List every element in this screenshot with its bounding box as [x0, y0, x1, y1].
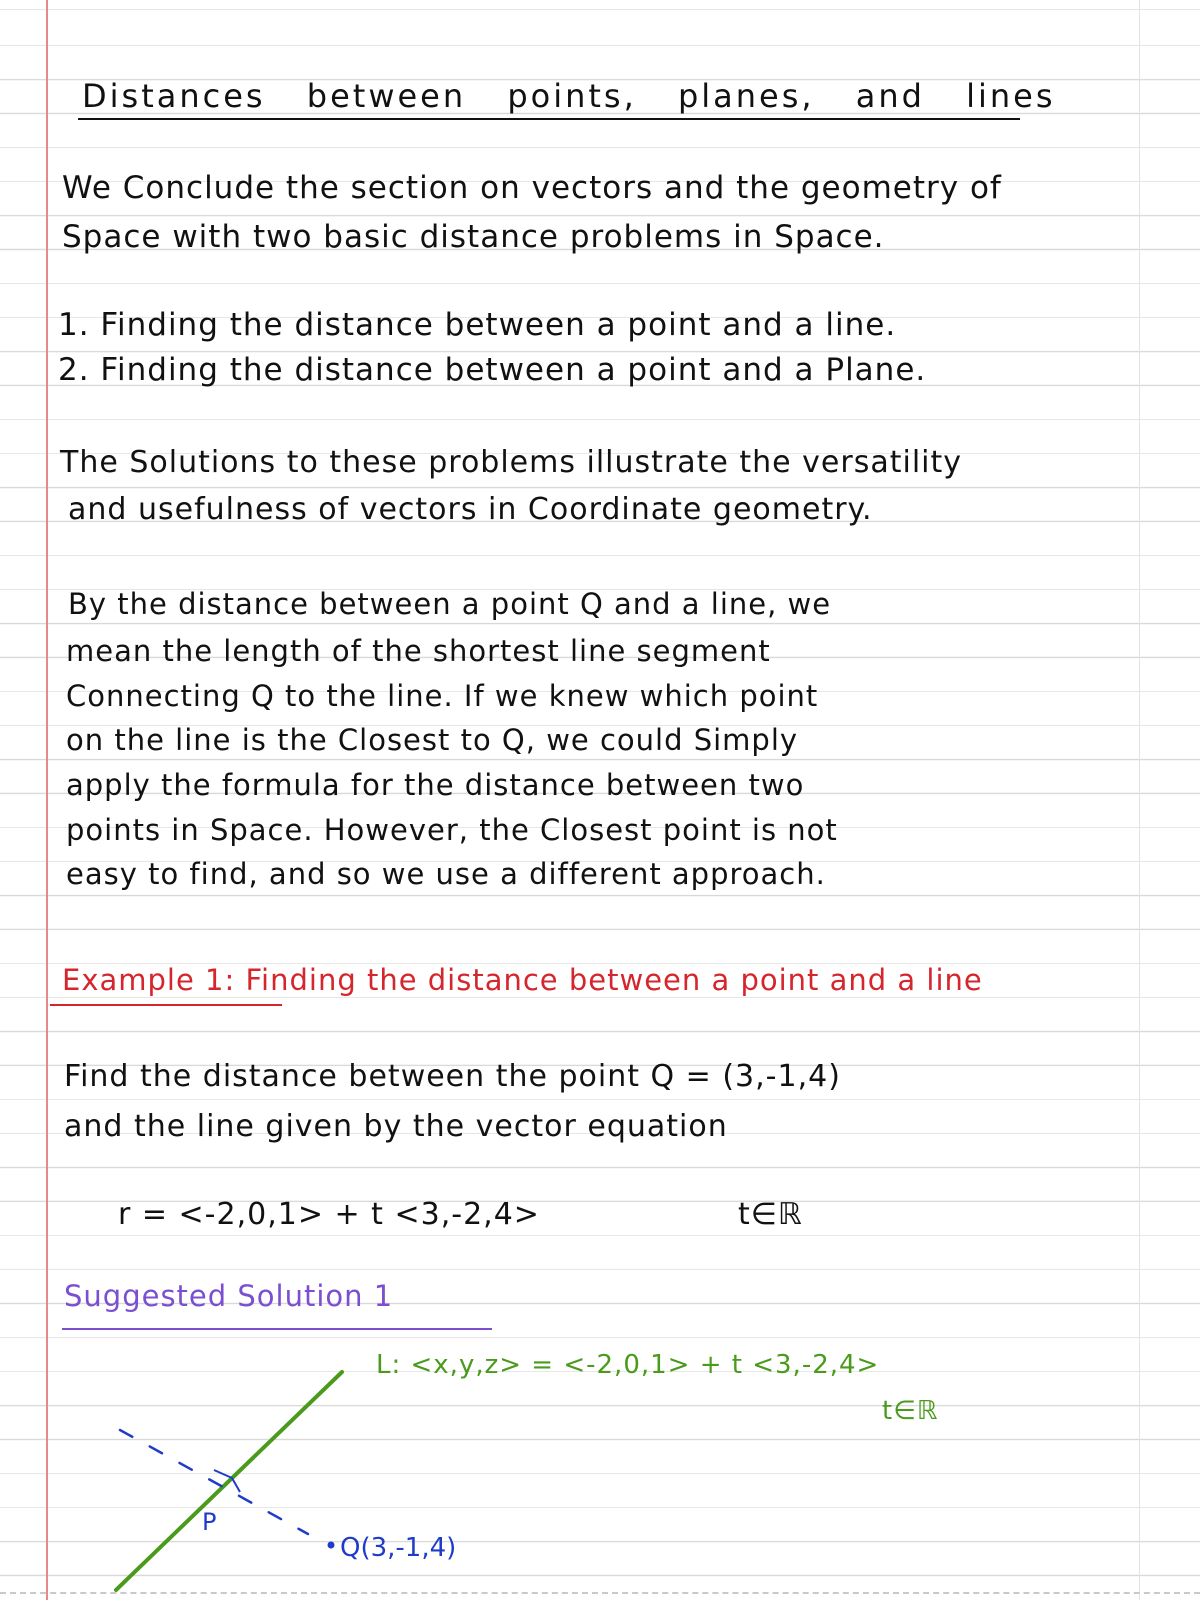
example-heading: Example 1: Finding the distance between a point and a line — [62, 963, 983, 997]
solution-heading: Suggested Solution 1 — [64, 1279, 394, 1313]
solutions-line-1: The Solutions to these problems illustrate the versatility — [60, 445, 963, 480]
solutions-line-2: and usefulness of vectors in Coordinate geometry. — [68, 492, 873, 527]
point-p-label: P — [202, 1508, 217, 1536]
example-text-line-2: and the line given by the vector equation — [64, 1109, 728, 1144]
point-q-label: Q(3,-1,4) — [340, 1533, 457, 1563]
page-title: Distances between points, planes, and lines — [82, 77, 1056, 115]
definition-line-1: By the distance between a point Q and a line, we — [68, 587, 832, 621]
point-q-dot — [328, 1542, 335, 1549]
definition-line-2: mean the length of the shortest line segment — [66, 634, 771, 668]
line-equation: L: <x,y,z> = <-2,0,1> + t <3,-2,4> — [376, 1350, 880, 1380]
problem-1: 1. Finding the distance between a point and a line. — [58, 307, 897, 343]
t-domain: t∈ℝ — [738, 1197, 803, 1232]
definition-line-4: on the line is the Closest to Q, we could Simply — [66, 723, 799, 757]
intro-line-1: We Conclude the section on vectors and the geometry of — [62, 170, 1002, 206]
definition-line-7: easy to find, and so we use a different approach. — [66, 857, 826, 891]
intro-line-2: Space with two basic distance problems in Space. — [62, 219, 885, 255]
line-l — [116, 1372, 342, 1590]
vector-equation: r = <-2,0,1> + t <3,-2,4> — [118, 1197, 540, 1232]
definition-line-5: apply the formula for the distance between two — [66, 768, 805, 802]
example-text-line-1: Find the distance between the point Q = (3,-1,4) — [64, 1059, 841, 1094]
definition-line-3: Connecting Q to the line. If we knew which point — [66, 679, 819, 713]
problem-2: 2. Finding the distance between a point and a Plane. — [58, 352, 927, 388]
line-t-domain: t∈ℝ — [882, 1396, 939, 1426]
definition-line-6: points in Space. However, the Closest point is not — [66, 813, 838, 847]
